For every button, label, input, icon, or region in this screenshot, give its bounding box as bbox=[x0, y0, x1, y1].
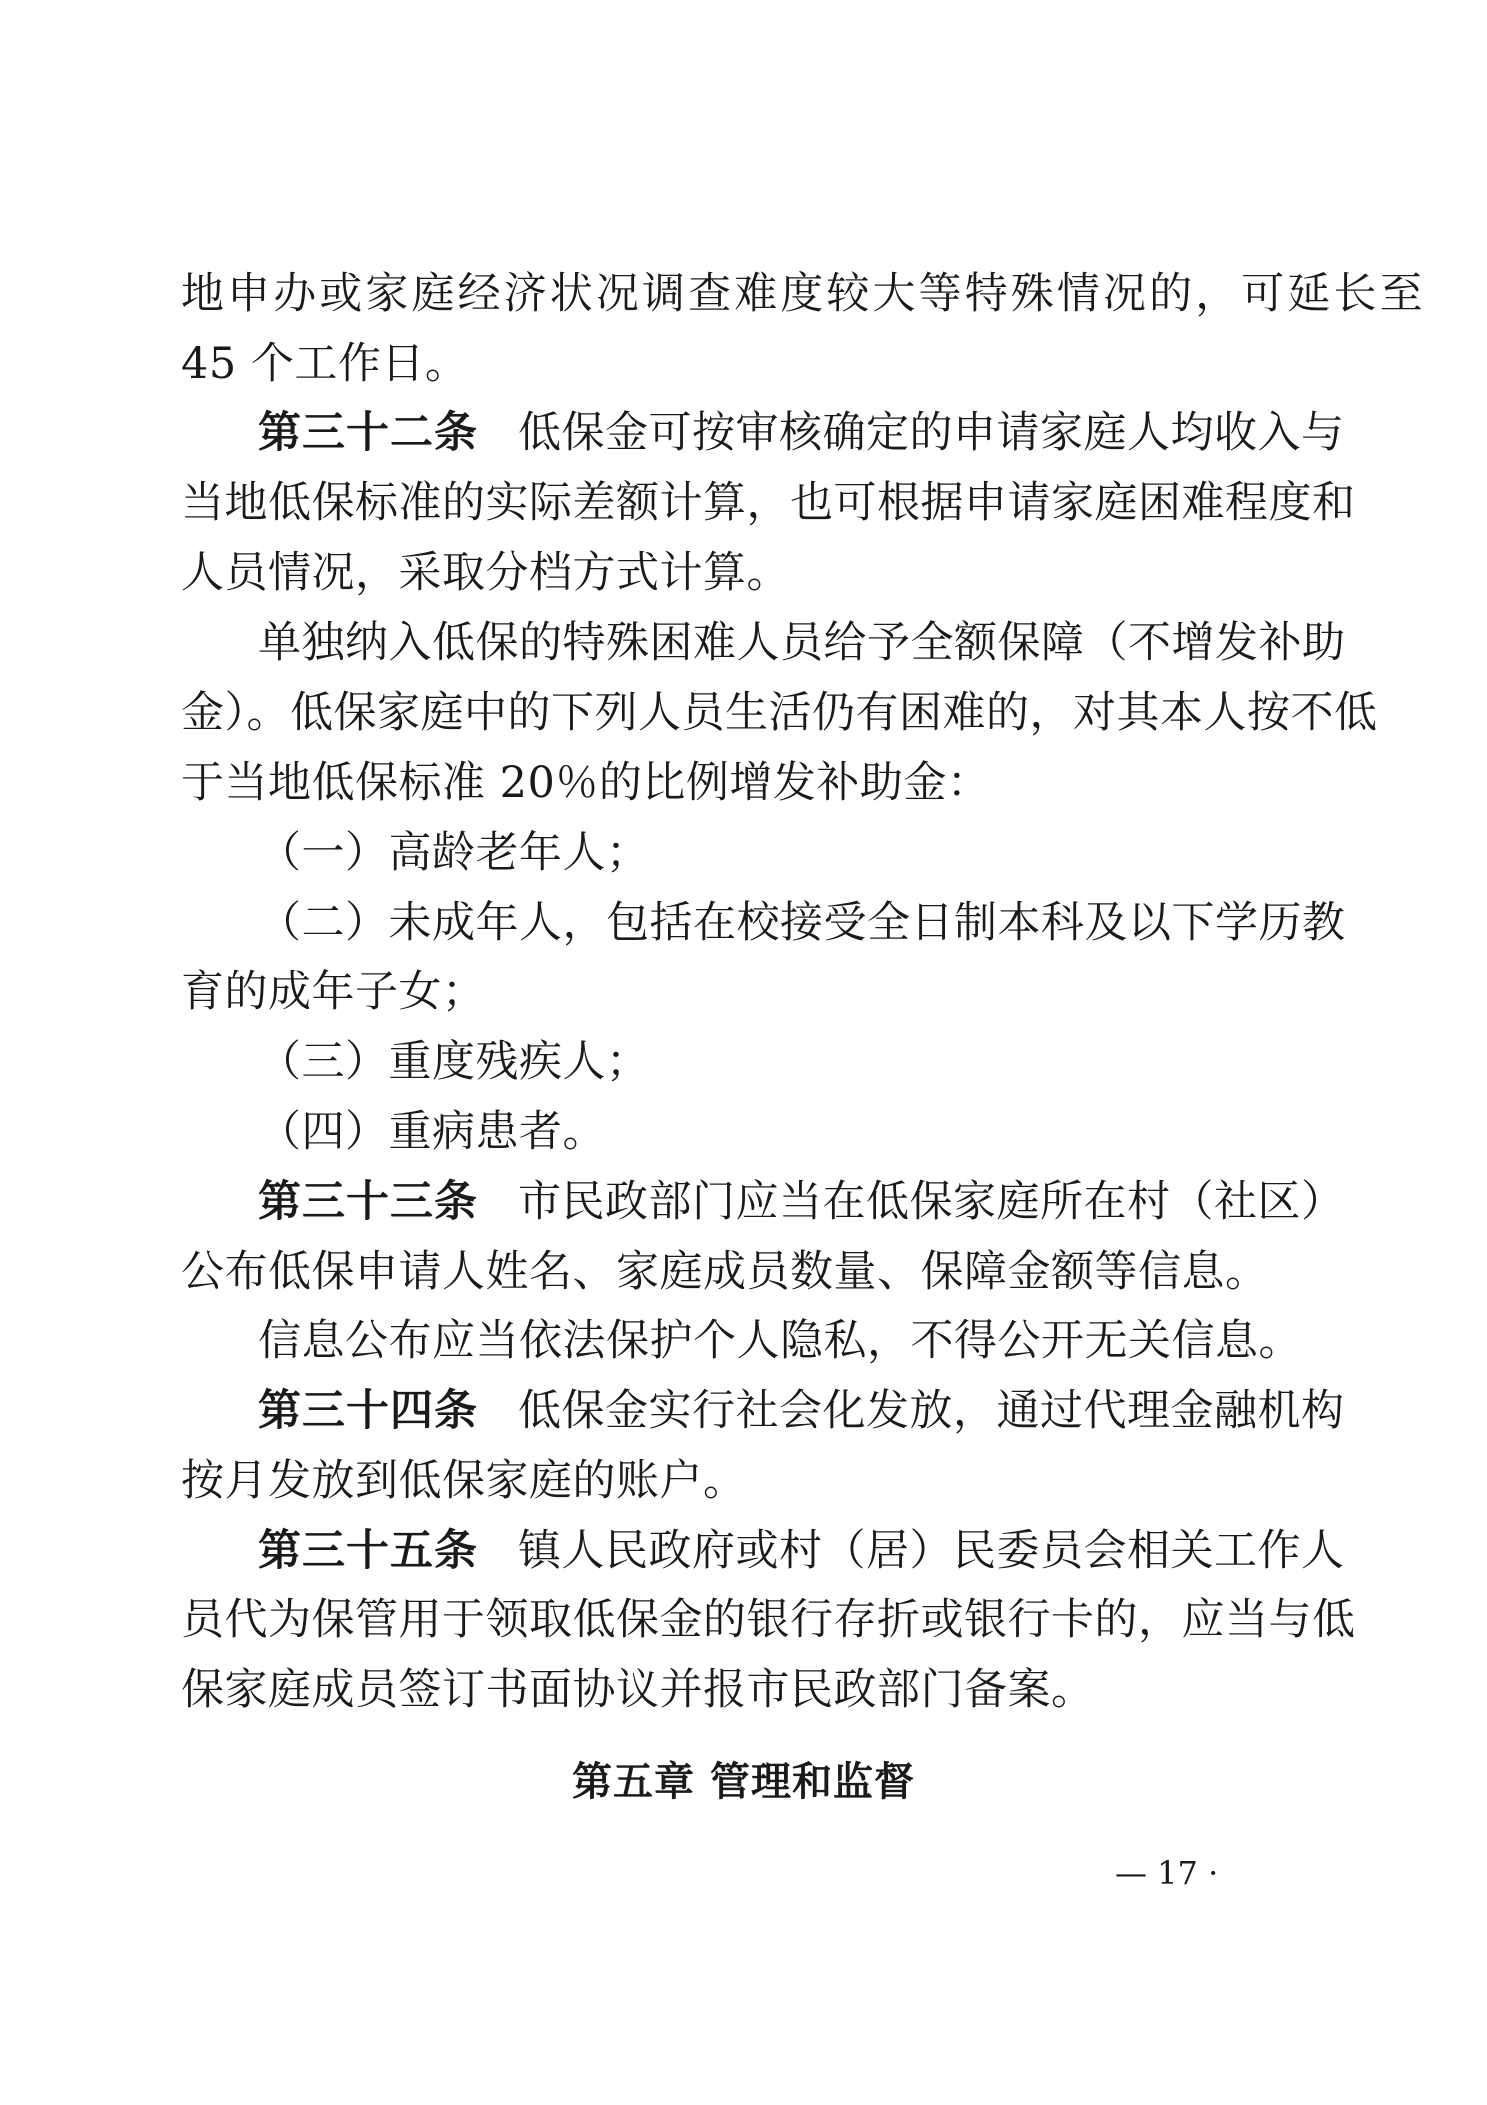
article-32-line bbox=[258, 403, 1345, 463]
article-35-heading: 第三十五条 bbox=[258, 1526, 478, 1576]
list-item: （三）重度残疾人； bbox=[258, 1037, 650, 1087]
article-34-line bbox=[258, 1381, 1345, 1441]
paragraph-line: 单独纳入低保的特殊困难人员给予全额保障（不增发补助 bbox=[258, 618, 1346, 668]
paragraph-line: 育的成年子女； bbox=[181, 967, 486, 1017]
paragraph-line: 人员情况，采取分档方式计算。 bbox=[181, 548, 790, 598]
paragraph-line: 于当地低保标准 20％的比例增发补助金： bbox=[181, 758, 991, 808]
article-35-line bbox=[258, 1521, 1345, 1581]
article-33-line bbox=[258, 1172, 1345, 1232]
article-34-text: 低保金实行社会化发放，通过代理金融机构 bbox=[518, 1386, 1345, 1436]
article-32-text: 低保金可按审核确定的申请家庭人均收入与 bbox=[518, 408, 1345, 458]
paragraph-line: 公布低保申请人姓名、家庭成员数量、保障金额等信息。 bbox=[181, 1247, 1269, 1297]
paragraph-line: 金）。低保家庭中的下列人员生活仍有困难的，对其本人按不低 bbox=[181, 688, 1378, 738]
list-item: （四）重病患者。 bbox=[258, 1107, 606, 1157]
paragraph-line: 员代为保管用于领取低保金的银行存折或银行卡的，应当与低 bbox=[181, 1595, 1356, 1645]
list-item: （二）未成年人，包括在校接受全日制本科及以下学历教 bbox=[258, 898, 1346, 948]
paragraph-line: 按月发放到低保家庭的账户。 bbox=[181, 1456, 747, 1506]
article-32-heading: 第三十二条 bbox=[258, 408, 478, 458]
article-33-text: 市民政部门应当在低保家庭所在村（社区） bbox=[518, 1177, 1345, 1227]
paragraph-line: 保家庭成员签订书面协议并报市民政部门备案。 bbox=[181, 1665, 1095, 1715]
page-number: — 17 · bbox=[1115, 1854, 1219, 1892]
list-item: （一）高龄老年人； bbox=[258, 828, 650, 878]
article-35-text: 镇人民政府或村（居）民委员会相关工作人 bbox=[518, 1526, 1345, 1576]
article-33-heading: 第三十三条 bbox=[258, 1177, 478, 1227]
paragraph-line: 45 个工作日。 bbox=[181, 339, 469, 389]
chapter-heading: 第五章 管理和监督 bbox=[572, 1759, 915, 1805]
paragraph-line: 地申办或家庭经济状况调查难度较大等特殊情况的，可延长至 bbox=[181, 269, 1426, 319]
article-34-heading: 第三十四条 bbox=[258, 1386, 478, 1436]
paragraph-line: 当地低保标准的实际差额计算，也可根据申请家庭困难程度和 bbox=[181, 478, 1356, 528]
paragraph-line: 信息公布应当依法保护个人隐私，不得公开无关信息。 bbox=[258, 1316, 1302, 1366]
